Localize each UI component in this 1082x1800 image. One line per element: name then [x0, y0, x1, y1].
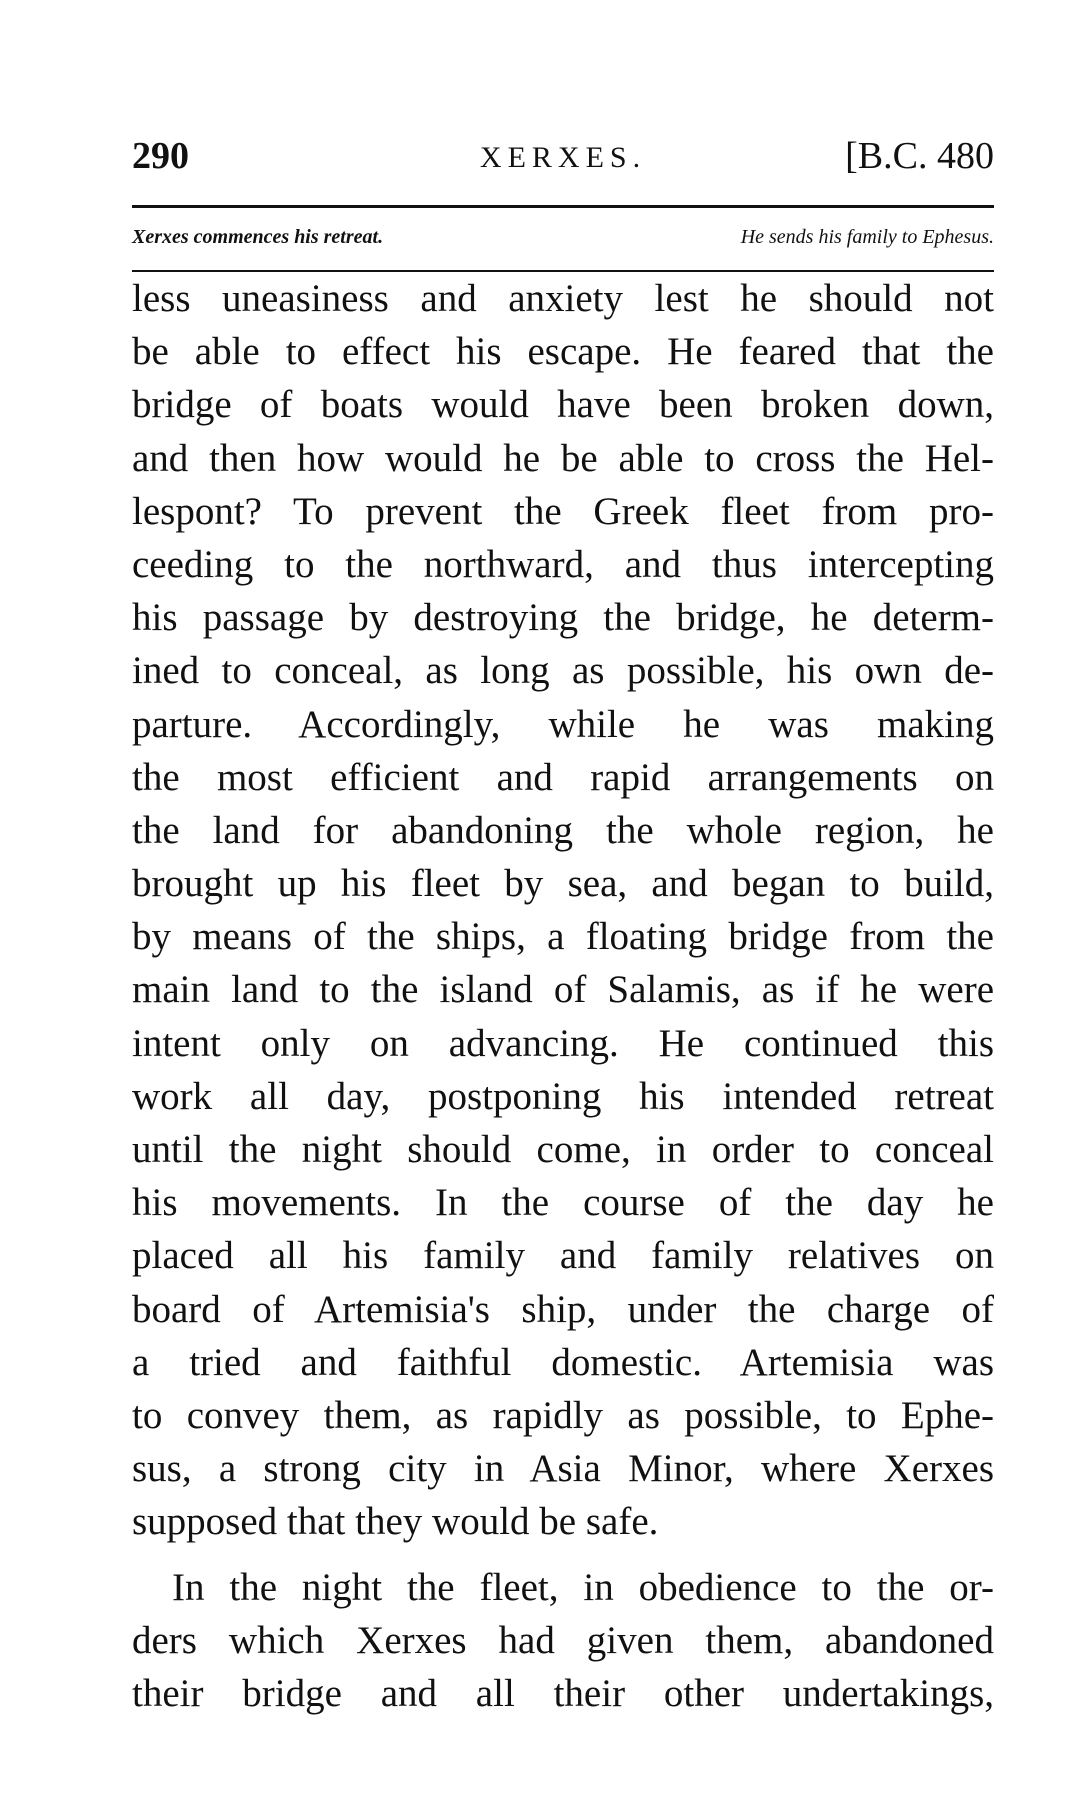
page-number: 290	[132, 135, 189, 177]
text-line: by means of the ships, a floating bridge from the	[132, 915, 994, 959]
header-rule	[132, 205, 994, 208]
text-line: the most efficient and rapid arrangements on	[132, 755, 994, 799]
text-line: and then how would he be able to cross the Hel-	[132, 436, 994, 480]
text-line: his passage by destroying the bridge, he determ-	[132, 596, 994, 640]
text-line: work all day, postponing his intended retreat	[132, 1074, 994, 1118]
text-line: lespont? To prevent the Greek fleet from pro-	[132, 489, 994, 533]
running-head	[132, 128, 994, 184]
date-label: [B.C. 480	[845, 135, 994, 177]
text-line: less uneasiness and anxiety lest he should not	[132, 277, 994, 320]
text-line: ceeding to the northward, and thus intercepting	[132, 542, 994, 586]
text-line: parture. Accordingly, while he was making	[132, 702, 994, 746]
text-line: In the night the fleet, in obedience to the or-	[172, 1565, 994, 1609]
text-line: to convey them, as rapidly as possible, to Ephe-	[132, 1393, 994, 1437]
subheads	[132, 212, 994, 262]
subhead-left: Xerxes commences his retreat.	[132, 226, 384, 248]
text-line: intent only on advancing. He continued this	[132, 1021, 994, 1065]
text-line: supposed that they would be safe.	[132, 1500, 659, 1544]
text-line: until the night should come, in order to conceal	[132, 1128, 994, 1171]
book-title: XERXES.	[479, 141, 647, 174]
body-text	[132, 272, 994, 1720]
paragraph-gap	[132, 1549, 994, 1561]
text-line: brought up his fleet by sea, and began to build,	[132, 862, 994, 906]
text-line: placed all his family and family relatives on	[132, 1234, 994, 1278]
text-line: their bridge and all their other undertakings,	[132, 1671, 994, 1715]
text-line: ined to conceal, as long as possible, his own de-	[132, 649, 994, 693]
subhead-right: He sends his family to Ephesus.	[740, 226, 994, 248]
text-line: sus, a strong city in Asia Minor, where Xerxes	[132, 1447, 994, 1491]
text-line: be able to effect his escape. He feared that the	[132, 330, 994, 374]
text-line: ders which Xerxes had given them, abandoned	[132, 1618, 994, 1662]
text-line: main land to the island of Salamis, as if he were	[132, 968, 994, 1012]
text-line: his movements. In the course of the day he	[132, 1181, 994, 1225]
text-line: the land for abandoning the whole region, he	[132, 808, 994, 852]
text-line: bridge of boats would have been broken down,	[132, 383, 994, 427]
text-line: a tried and faithful domestic. Artemisia was	[132, 1340, 994, 1384]
text-line: board of Artemisia's ship, under the charge of	[132, 1287, 994, 1331]
